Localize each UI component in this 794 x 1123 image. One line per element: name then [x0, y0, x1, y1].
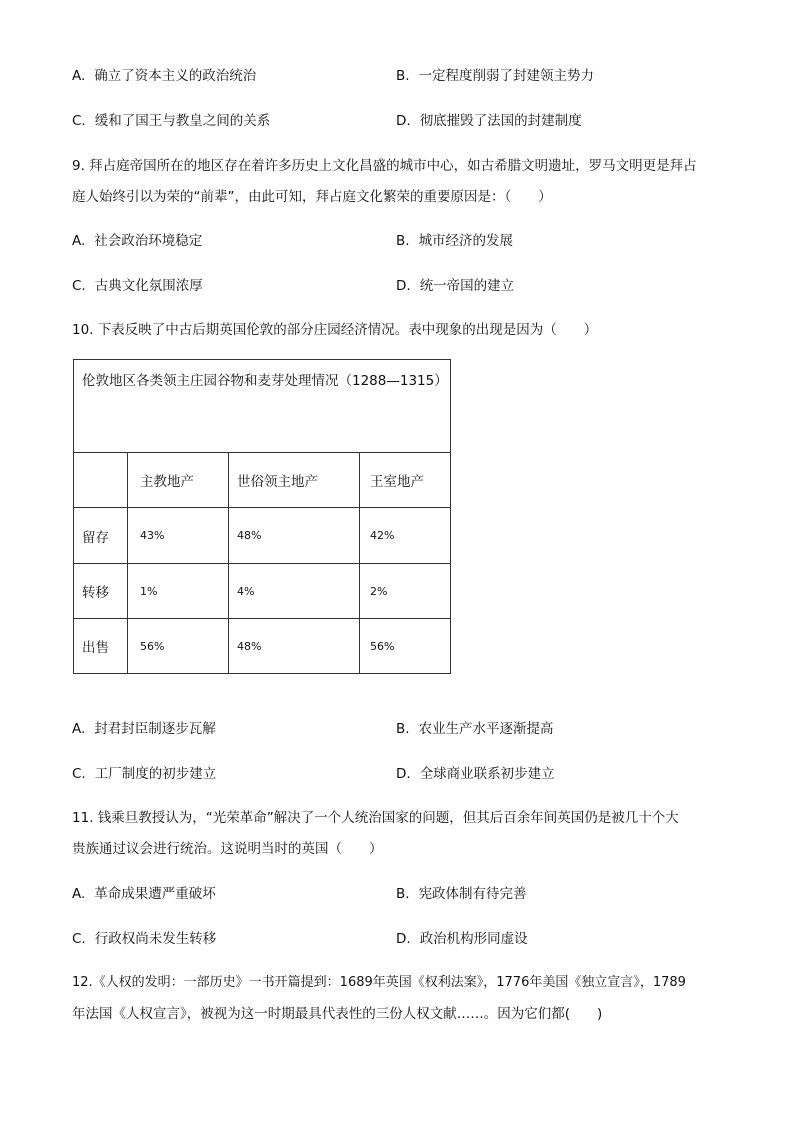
table-caption: 伦敦地区各类领主庄园谷物和麦芽处理情况（1288—1315） — [74, 360, 451, 453]
table-cell: 56% — [128, 619, 229, 674]
q8-option-c: C. 缓和了国王与教皇之间的关系 — [72, 113, 271, 129]
table-cell: 4% — [229, 564, 360, 619]
q10-option-b: B. 农业生产水平逐渐提高 — [396, 721, 554, 737]
table-cell: 42% — [360, 508, 451, 564]
q9-stem-line2: 庭人始终引以为荣的“前辈”，由此可知，拜占庭文化繁荣的重要原因是：（ ） — [72, 189, 552, 205]
table-header-cell: 主教地产 — [128, 453, 229, 508]
table-cell: 1% — [128, 564, 229, 619]
table-row-label: 出售 — [74, 619, 128, 674]
table-cell: 43% — [128, 508, 229, 564]
table-header-cell: 世俗领主地产 — [229, 453, 360, 508]
table-header-cell: 王室地产 — [360, 453, 451, 508]
q9-option-d: D. 统一帝国的建立 — [396, 278, 515, 294]
q10-option-c: C. 工厂制度的初步建立 — [72, 766, 217, 782]
q11-option-d: D. 政治机构形同虚设 — [396, 931, 528, 947]
table-cell: 48% — [229, 619, 360, 674]
q10-stem: 10. 下表反映了中古后期英国伦敦的部分庄园经济情况。表中现象的出现是因为（ ） — [72, 322, 598, 338]
q8-option-b: B. 一定程度削弱了封建领主势力 — [396, 68, 595, 84]
q9-stem-line1: 9. 拜占庭帝国所在的地区存在着许多历史上文化昌盛的城市中心，如古希腊文明遗址，罗马文明更是拜占 — [72, 158, 697, 174]
table-header-row — [74, 453, 451, 508]
q9-option-a: A. 社会政治环境稳定 — [72, 233, 203, 249]
table-cell: 2% — [360, 564, 451, 619]
q12-stem-line1: 12.《人权的发明：一部历史》一书开篇提到：1689年英国《权利法案》，1776年美国《独立宣言》，1789 — [72, 975, 686, 990]
table-cell: 48% — [229, 508, 360, 564]
q11-option-a: A. 革命成果遭严重破坏 — [72, 886, 216, 902]
table-header-cell — [74, 453, 128, 508]
table-row-label: 转移 — [74, 564, 128, 619]
q11-option-c: C. 行政权尚未发生转移 — [72, 931, 217, 947]
table-row — [74, 508, 451, 564]
q12-stem-line2: 年法国《人权宣言》，被视为这一时期最具代表性的三份人权文献……。因为它们都( ) — [72, 1006, 603, 1022]
table-cell: 56% — [360, 619, 451, 674]
q11-stem-line2: 贵族通过议会进行统治。这说明当时的英国（ ） — [72, 841, 383, 857]
q11-option-b: B. 宪政体制有待完善 — [396, 886, 527, 902]
table-row — [74, 564, 451, 619]
table-row — [74, 619, 451, 674]
estate-table — [73, 359, 451, 674]
q9-option-c: C. 古典文化氛围浓厚 — [72, 278, 203, 294]
q10-option-d: D. 全球商业联系初步建立 — [396, 766, 555, 782]
q11-stem-line1: 11. 钱乘旦教授认为，“光荣革命”解决了一个人统治国家的问题，但其后百余年间英国仍是被几十个大 — [72, 810, 679, 826]
q8-option-a: A. 确立了资本主义的政治统治 — [72, 68, 257, 84]
q10-option-a: A. 封君封臣制逐步瓦解 — [72, 721, 216, 737]
q8-option-d: D. 彻底摧毁了法国的封建制度 — [396, 113, 582, 129]
table-row-label: 留存 — [74, 508, 128, 564]
q9-option-b: B. 城市经济的发展 — [396, 233, 514, 249]
